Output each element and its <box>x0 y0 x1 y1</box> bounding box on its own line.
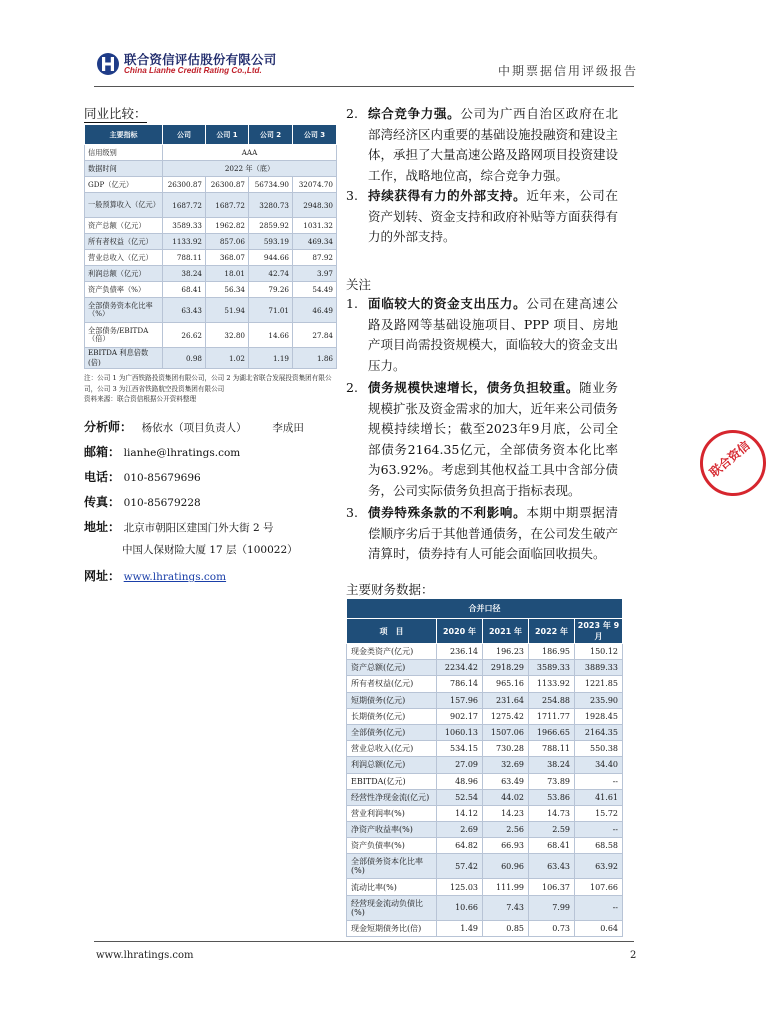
table-cell: -- <box>575 822 623 838</box>
table-cell: 3889.33 <box>575 660 623 676</box>
table-row <box>347 692 623 708</box>
table-cell: 26300.87 <box>206 177 249 193</box>
fax-label: 传真： <box>84 495 121 509</box>
table-row <box>85 266 337 282</box>
column-header: 2020 年 <box>437 619 483 644</box>
row-label: 短期债务(亿元) <box>347 692 437 708</box>
table-row <box>347 822 623 838</box>
table-cell: 32.80 <box>206 323 249 348</box>
table-cell: 56734.90 <box>249 177 293 193</box>
table-row <box>347 724 623 740</box>
column-header: 2023 年 9 月 <box>575 619 623 644</box>
strength-item <box>346 186 618 248</box>
table-row <box>347 789 623 805</box>
table-cell: 1133.92 <box>163 234 206 250</box>
row-label: 全部债务(亿元) <box>347 724 437 740</box>
table-row <box>347 660 623 676</box>
table-cell: 1.49 <box>437 920 483 936</box>
table-row <box>347 854 623 879</box>
item-heading: 债券特殊条款的不利影响。 <box>368 505 527 520</box>
table-cell: 32074.70 <box>293 177 337 193</box>
table-row <box>347 838 623 854</box>
phone-label: 电话： <box>84 470 121 484</box>
table-row <box>85 323 337 348</box>
analyst-name: 杨依水（项目负责人） <box>141 422 247 434</box>
footer-divider <box>94 941 634 942</box>
table-cell: 14.66 <box>249 323 293 348</box>
row-label: 营业总收入(亿元) <box>347 741 437 757</box>
table-cell: 902.17 <box>437 708 483 724</box>
row-label: 资产负债率（%） <box>85 282 163 298</box>
table-cell: -- <box>575 773 623 789</box>
table-cell: 1.19 <box>249 348 293 369</box>
table-cell: 27.84 <box>293 323 337 348</box>
table-cell: 2948.30 <box>293 193 337 218</box>
table-cell: 68.41 <box>163 282 206 298</box>
company-name-en: China Lianhe Credit Rating Co.,Ltd. <box>124 66 262 75</box>
row-label: 净资产收益率(%) <box>347 822 437 838</box>
table-row <box>347 879 623 895</box>
item-text: 随业务规模扩张及资金需求的加大，近年来公司债务规模持续增长；截至2023年9月底，公司全部债务2164.35亿元，全部债务资本化比率为63.92%。考虑到其他权益工具中含部分债务，公司实际债务负担高于指标表现。 <box>368 380 619 498</box>
row-label: 利润总额(亿元) <box>347 757 437 773</box>
item-number: 3. <box>346 505 358 520</box>
row-label: 营业总收入（亿元） <box>85 250 163 266</box>
row-label: GDP（亿元） <box>85 177 163 193</box>
email-line <box>84 443 240 460</box>
table-cell: 1.02 <box>206 348 249 369</box>
table-cell: 18.01 <box>206 266 249 282</box>
concerns-title: 关注 <box>346 277 372 292</box>
table-header-row <box>85 125 337 145</box>
table-cell: 66.93 <box>483 838 529 854</box>
column-header: 公司 <box>163 125 206 145</box>
table-cell: 64.82 <box>437 838 483 854</box>
table-cell: 254.88 <box>529 692 575 708</box>
table-cell: 53.86 <box>529 789 575 805</box>
column-header: 2022 年 <box>529 619 575 644</box>
table-cell: 87.92 <box>293 250 337 266</box>
table-cell: 593.19 <box>249 234 293 250</box>
table-cell: 51.94 <box>206 298 249 323</box>
item-heading: 持续获得有力的外部支持。 <box>368 188 527 203</box>
email-label: 邮箱： <box>84 445 121 459</box>
footer-url[interactable]: www.lhratings.com <box>96 950 194 961</box>
page-number: 2 <box>630 950 637 961</box>
row-label: 利润总额（亿元） <box>85 266 163 282</box>
table-cell: 236.14 <box>437 644 483 660</box>
table-cell: 157.96 <box>437 692 483 708</box>
item-text: 公司为广西自治区政府在北部湾经济区内重要的基础设施投融资和建设主体，承担了大量高速公路及路网项目投资建设工作，战略地位高，综合竞争力强。 <box>368 106 619 183</box>
seal-text: 联合资信 <box>706 438 753 480</box>
table-cell: 3.97 <box>293 266 337 282</box>
table-cell: 63.49 <box>483 773 529 789</box>
table-cell: 10.66 <box>437 895 483 920</box>
item-heading: 债务规模快速增长，债务负担较重。 <box>368 380 580 395</box>
concern-item <box>346 294 618 376</box>
table-row <box>347 773 623 789</box>
peer-table-notes <box>84 373 340 405</box>
table-cell: 14.23 <box>483 805 529 821</box>
table-cell: 3589.33 <box>163 218 206 234</box>
table-cell: 73.89 <box>529 773 575 789</box>
table-cell: 2.56 <box>483 822 529 838</box>
table-cell: 235.90 <box>575 692 623 708</box>
phone-value: 010-85679696 <box>123 472 201 484</box>
table-cell: -- <box>575 895 623 920</box>
table-cell: 1221.85 <box>575 676 623 692</box>
item-text: 近年来，公司在资产划转、资金支持和政府补贴等方面获得有力的外部支持。 <box>368 188 619 244</box>
table-cell: 1507.06 <box>483 724 529 740</box>
column-header: 2021 年 <box>483 619 529 644</box>
column-header: 公司 1 <box>206 125 249 145</box>
row-label: 所有者权益(亿元) <box>347 676 437 692</box>
financial-data-table <box>346 598 623 937</box>
concern-item <box>346 503 618 565</box>
column-header: 项 目 <box>347 619 437 644</box>
table-cell: 63.43 <box>529 854 575 879</box>
table-cell: 7.43 <box>483 895 529 920</box>
table-cell: 231.64 <box>483 692 529 708</box>
table-cell: 14.73 <box>529 805 575 821</box>
table-cell: 107.66 <box>575 879 623 895</box>
row-label: 全部债务资本化比率(%) <box>347 854 437 879</box>
table-cell: 150.12 <box>575 644 623 660</box>
table-cell: 1687.72 <box>206 193 249 218</box>
rating-value: AAA <box>163 145 337 161</box>
table-cell: 41.61 <box>575 789 623 805</box>
table-cell: 56.34 <box>206 282 249 298</box>
fax-value: 010-85679228 <box>123 497 201 509</box>
table-row <box>85 193 337 218</box>
group-header: 合并口径 <box>347 599 623 619</box>
table-row <box>347 805 623 821</box>
address-line-1: 北京市朝阳区建国门外大街 2 号 <box>123 522 274 534</box>
table-cell: 32.69 <box>483 757 529 773</box>
fax-line <box>84 493 201 510</box>
peer-comparison-title: 同业比较： <box>84 106 147 121</box>
table-cell: 944.66 <box>249 250 293 266</box>
row-label: 营业利润率(%) <box>347 805 437 821</box>
table-cell: 1275.42 <box>483 708 529 724</box>
analyst-label: 分析师： <box>84 420 133 434</box>
row-label: 资产负债率(%) <box>347 838 437 854</box>
table-cell: 79.26 <box>249 282 293 298</box>
table-cell: 0.73 <box>529 920 575 936</box>
table-cell: 186.95 <box>529 644 575 660</box>
address-label: 地址： <box>84 520 121 534</box>
table-row <box>347 708 623 724</box>
table-row <box>85 218 337 234</box>
peer-comparison-table <box>84 124 337 369</box>
header-divider <box>94 86 634 87</box>
table-cell: 60.96 <box>483 854 529 879</box>
row-label: 全部债务/EBITDA（倍） <box>85 323 163 348</box>
table-row <box>85 250 337 266</box>
table-cell: 0.98 <box>163 348 206 369</box>
table-group-header-row <box>347 599 623 619</box>
row-label: 长期债务(亿元) <box>347 708 437 724</box>
table-cell: 14.12 <box>437 805 483 821</box>
table-row <box>347 920 623 936</box>
table-cell: 550.38 <box>575 741 623 757</box>
address-line-2: 中国人保财险大厦 17 层（100022） <box>122 544 298 556</box>
address-line-2-wrap <box>122 542 298 557</box>
table-cell: 857.06 <box>206 234 249 250</box>
table-row <box>85 282 337 298</box>
item-number: 2. <box>346 106 358 121</box>
table-cell: 38.24 <box>529 757 575 773</box>
table-cell: 730.28 <box>483 741 529 757</box>
website-link[interactable]: www.lhratings.com <box>123 571 227 583</box>
row-label: 一般预算收入（亿元） <box>85 193 163 218</box>
table-cell: 2918.29 <box>483 660 529 676</box>
table-cell: 54.49 <box>293 282 337 298</box>
table-row <box>347 676 623 692</box>
table-cell: 1060.13 <box>437 724 483 740</box>
table-cell: 0.85 <box>483 920 529 936</box>
company-seal-stamp <box>687 417 780 510</box>
peer-note: 注：公司 1 为广西铁路投资集团有限公司，公司 2 为湖北省联合发展投资集团有限公司，公司 3 为江西省铁路航空投资集团有限公司 <box>84 374 332 393</box>
table-cell: 125.03 <box>437 879 483 895</box>
table-row <box>85 234 337 250</box>
report-title: 中期票据信用评级报告 <box>497 64 638 78</box>
phone-line <box>84 468 201 485</box>
row-label: 经营现金流动负债比(%) <box>347 895 437 920</box>
table-cell: 196.23 <box>483 644 529 660</box>
website-label: 网址： <box>84 569 121 583</box>
table-cell: 15.72 <box>575 805 623 821</box>
item-number: 1. <box>346 296 358 311</box>
item-heading: 综合竞争力强。 <box>368 106 461 121</box>
table-cell: 788.11 <box>163 250 206 266</box>
column-header: 主要指标 <box>85 125 163 145</box>
table-row <box>347 895 623 920</box>
analyst-name-2: 李成田 <box>272 422 304 434</box>
table-row <box>85 145 337 161</box>
table-cell: 3280.73 <box>249 193 293 218</box>
table-row <box>85 348 337 369</box>
row-label: 所有者权益（亿元） <box>85 234 163 250</box>
table-row <box>347 644 623 660</box>
email-value[interactable]: lianhe@lhratings.com <box>123 447 241 459</box>
table-cell: 27.09 <box>437 757 483 773</box>
company-logo-icon <box>96 52 120 76</box>
table-cell: 7.99 <box>529 895 575 920</box>
table-cell: 1966.65 <box>529 724 575 740</box>
table-cell: 38.24 <box>163 266 206 282</box>
table-cell: 57.42 <box>437 854 483 879</box>
table-cell: 111.99 <box>483 879 529 895</box>
item-heading: 面临较大的资金支出压力。 <box>368 296 527 311</box>
website-line <box>84 567 226 584</box>
table-cell: 26.62 <box>163 323 206 348</box>
row-label: 经营性净现金流(亿元) <box>347 789 437 805</box>
row-label: 全部债务资本化比率（%） <box>85 298 163 323</box>
row-label: EBITDA 利息倍数(倍) <box>85 348 163 369</box>
table-cell: 44.02 <box>483 789 529 805</box>
table-cell: 1031.32 <box>293 218 337 234</box>
item-number: 3. <box>346 188 358 203</box>
table-row <box>85 298 337 323</box>
table-cell: 2164.35 <box>575 724 623 740</box>
strength-item <box>346 104 618 186</box>
table-cell: 106.37 <box>529 879 575 895</box>
item-number: 2. <box>346 380 358 395</box>
table-cell: 1133.92 <box>529 676 575 692</box>
row-label: 资产总额（亿元） <box>85 218 163 234</box>
row-label: 现金短期债务比(倍) <box>347 920 437 936</box>
table-cell: 1711.77 <box>529 708 575 724</box>
item-text: 公司在建高速公路及路网等基础设施项目、PPP 项目、房地产项目尚需投资规模大，面临较大的资金支出压力。 <box>368 296 619 373</box>
table-header-row <box>347 619 623 644</box>
table-cell: 1928.45 <box>575 708 623 724</box>
table-cell: 469.34 <box>293 234 337 250</box>
table-cell: 68.58 <box>575 838 623 854</box>
table-cell: 42.74 <box>249 266 293 282</box>
finance-title: 主要财务数据： <box>346 582 434 597</box>
table-cell: 2234.42 <box>437 660 483 676</box>
table-cell: 68.41 <box>529 838 575 854</box>
row-label: 资产总额(亿元) <box>347 660 437 676</box>
column-header: 公司 3 <box>293 125 337 145</box>
table-cell: 52.54 <box>437 789 483 805</box>
analyst-line <box>84 418 304 435</box>
table-cell: 63.43 <box>163 298 206 323</box>
table-row <box>347 741 623 757</box>
row-label: 信用级别 <box>85 145 163 161</box>
table-cell: 48.96 <box>437 773 483 789</box>
row-label: EBITDA(亿元) <box>347 773 437 789</box>
item-text: 本期中期票据清偿顺序劣后于其他普通债务，在公司发生破产清算时，债券持有人可能会面临回收损失。 <box>368 505 619 561</box>
table-cell: 1.86 <box>293 348 337 369</box>
table-cell: 2859.92 <box>249 218 293 234</box>
table-cell: 3589.33 <box>529 660 575 676</box>
table-cell: 34.40 <box>575 757 623 773</box>
row-label: 现金类资产(亿元) <box>347 644 437 660</box>
table-row <box>347 757 623 773</box>
column-header: 公司 2 <box>249 125 293 145</box>
peer-source: 资料来源：联合资信根据公开资料整理 <box>84 395 197 403</box>
table-cell: 71.01 <box>249 298 293 323</box>
table-cell: 1687.72 <box>163 193 206 218</box>
table-row <box>85 177 337 193</box>
table-cell: 46.49 <box>293 298 337 323</box>
concern-item <box>346 378 618 501</box>
data-period-value: 2022 年（底） <box>163 161 337 177</box>
table-cell: 26300.87 <box>163 177 206 193</box>
table-cell: 965.16 <box>483 676 529 692</box>
table-cell: 534.15 <box>437 741 483 757</box>
row-label: 数据时间 <box>85 161 163 177</box>
table-cell: 786.14 <box>437 676 483 692</box>
table-cell: 788.11 <box>529 741 575 757</box>
company-name-cn: 联合资信评估股份有限公司 <box>124 52 277 67</box>
table-cell: 368.07 <box>206 250 249 266</box>
table-cell: 2.69 <box>437 822 483 838</box>
row-label: 流动比率(%) <box>347 879 437 895</box>
table-cell: 0.64 <box>575 920 623 936</box>
address-line <box>84 518 274 535</box>
table-cell: 1962.82 <box>206 218 249 234</box>
table-cell: 2.59 <box>529 822 575 838</box>
table-cell: 63.92 <box>575 854 623 879</box>
table-row <box>85 161 337 177</box>
